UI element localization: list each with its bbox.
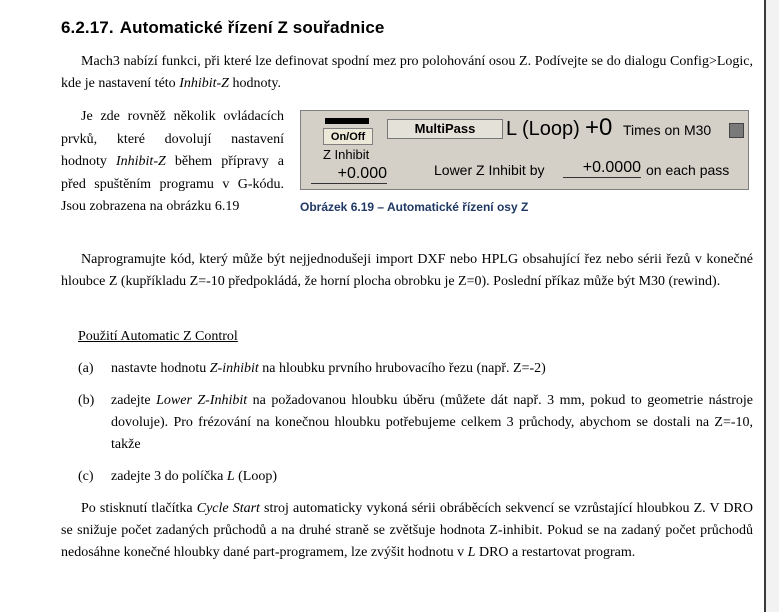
text: na hloubku prvního hrubovacího řezu (např. Z=-2) [258,361,546,376]
text: hodnoty. [228,76,281,91]
page-edge-shade [766,0,779,612]
led-indicator [325,118,369,124]
list-text [111,358,753,380]
text: nastavte hodnotu [111,361,210,376]
text: během přípravy a před spuštěním programu v G-kódu. Jsou zobrazena na obrázku 6.19 [61,154,284,214]
text-italic: Lower Z-Inhibit [156,393,248,408]
text: stroj automaticky vykoná sérii obráběcích sekvencí se vzrůstající hloubkou Z. V DRO se snižuje počet zadaných průchodů a na druhé straně se zvětšuje hodnota Z-inhibit. Pokud se na zadaný počet průchodů nedosáhne konečné hloubky dané part-programem, lze zvýšit hodnotu v [61,501,753,560]
text-italic: Inhibit-Z [115,154,166,169]
z-inhibit-label: Z Inhibit [323,147,370,162]
figure-caption: Obrázek 6.19 – Automatické řízení osy Z [300,200,529,214]
each-pass-label: on each pass [646,162,730,178]
loop-label: L (Loop) [506,118,580,140]
text: (Loop) [234,469,278,484]
text: Mach3 nabízí funkci, při které lze definovat spodní mez pro polohování osou Z. Podívejte se do dialogu Config>Logic, kde je nastavení této [61,54,753,91]
list-text [111,466,753,488]
text-italic: Z-inhibit [209,361,259,376]
paragraph-intro [61,51,753,95]
paragraph-cycle-start [61,498,753,564]
list-text [111,390,753,456]
paragraph-controls [61,106,284,219]
text: zadejte 3 do políčka [111,469,227,484]
z-inhibit-value[interactable]: +0.000 [311,164,387,184]
figure-panel [300,110,749,190]
list-label: (b) [78,393,95,408]
text: Po stisknutí tlačítka [81,501,197,516]
section-heading [61,18,384,38]
text-italic: L [226,469,235,484]
section-number: 6.2.17. [61,18,114,37]
times-on-m30-checkbox[interactable] [729,123,744,138]
text: Je zde rovněž několik ovládacích prvků, které dovolují nastavení hodnoty [61,109,284,169]
text: zadejte [111,393,157,408]
text-italic: L [467,545,476,560]
lower-z-inhibit-label: Lower Z Inhibit by [434,162,545,178]
times-on-m30-label: Times on M30 [623,122,712,138]
subheading-usage [78,326,238,348]
text-italic: Cycle Start [196,501,260,516]
text-underlined: Použití Automatic Z Control [78,329,238,344]
list-label: (c) [78,469,94,484]
loop-value[interactable]: +0 [585,114,613,141]
text-italic: Inhibit-Z [179,76,229,91]
lower-z-inhibit-value[interactable]: +0.0000 [563,158,641,178]
list-label: (a) [78,361,94,376]
text: DRO a restartovat program. [475,545,636,560]
multipass-button[interactable]: MultiPass [387,119,503,139]
text: na požadovanou hloubku úběru (můžete dát např. 3 mm, pokud to geometrie nástroje dovoluje). Pro frézování na konečnou hloubku potřebujeme celkem 3 průchody, abychom se dostali na Z=-10, takže [111,393,753,452]
onoff-button[interactable]: On/Off [323,128,373,145]
section-title: Automatické řízení Z souřadnice [119,18,385,37]
paragraph-program: Naprogramujte kód, který může být nejjednodušeji import DXF nebo HPLG obsahující řez nebo sérii řezů v konečné hloubce Z (kupříkladu Z=-10 předpokládá, že horní plocha obrobku je Z=0). Poslední příkaz může být M30 (rewind). [61,252,753,289]
